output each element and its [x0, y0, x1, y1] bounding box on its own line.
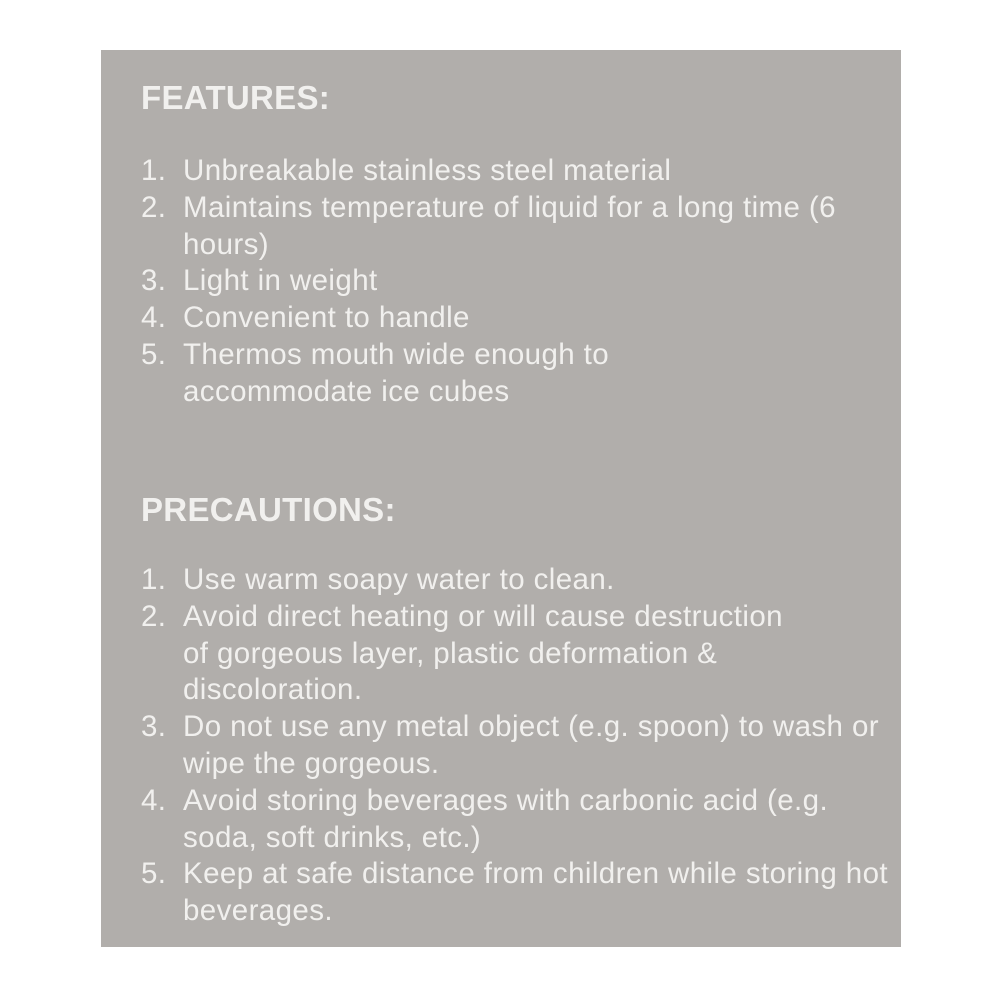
features-item-5 [141, 337, 743, 411]
features-list [141, 153, 881, 411]
precautions-item-5 [141, 856, 908, 930]
features-heading: FEATURES: [141, 79, 331, 116]
features-item-2 [141, 190, 881, 264]
item-text: Unbreakable stainless steel material [183, 154, 672, 187]
item-number: 1. [141, 154, 167, 187]
item-text: Light in weight [183, 264, 378, 298]
precautions-item-2 [141, 599, 803, 709]
features-item-1 [141, 153, 881, 190]
item-text: Maintains temperature of liquid for a long time (6 hours) [183, 190, 836, 261]
item-number: 5. [141, 337, 167, 371]
item-number: 1. [141, 563, 167, 596]
features-item-4 [141, 300, 881, 337]
item-text: Do not use any metal object (e.g. spoon) to wash or wipe the gorgeous. [183, 710, 879, 780]
item-number: 3. [141, 710, 167, 744]
item-number: 4. [141, 301, 167, 335]
item-text: Thermos mouth wide enough to accommodate ice cubes [183, 337, 610, 408]
precautions-item-3 [141, 709, 883, 783]
item-number: 2. [141, 599, 167, 633]
item-text: Use warm soapy water to clean. [183, 563, 615, 596]
item-number: 5. [141, 857, 167, 891]
label-panel [101, 50, 901, 947]
precautions-item-1 [141, 562, 881, 599]
item-text: Avoid storing beverages with carbonic acid (e.g. soda, soft drinks, etc.) [183, 783, 829, 854]
precautions-list [141, 562, 888, 930]
precautions-heading: PRECAUTIONS: [141, 491, 396, 528]
features-item-3 [141, 263, 881, 300]
precautions-item-4 [141, 783, 843, 857]
item-number: 4. [141, 783, 167, 817]
item-text: Convenient to handle [183, 301, 470, 335]
item-number: 3. [141, 264, 167, 298]
item-text: Avoid direct heating or will cause destruction of gorgeous layer, plastic deformation & discoloration. [183, 599, 783, 707]
item-text: Keep at safe distance from children while storing hot beverages. [183, 857, 888, 928]
item-number: 2. [141, 190, 167, 224]
